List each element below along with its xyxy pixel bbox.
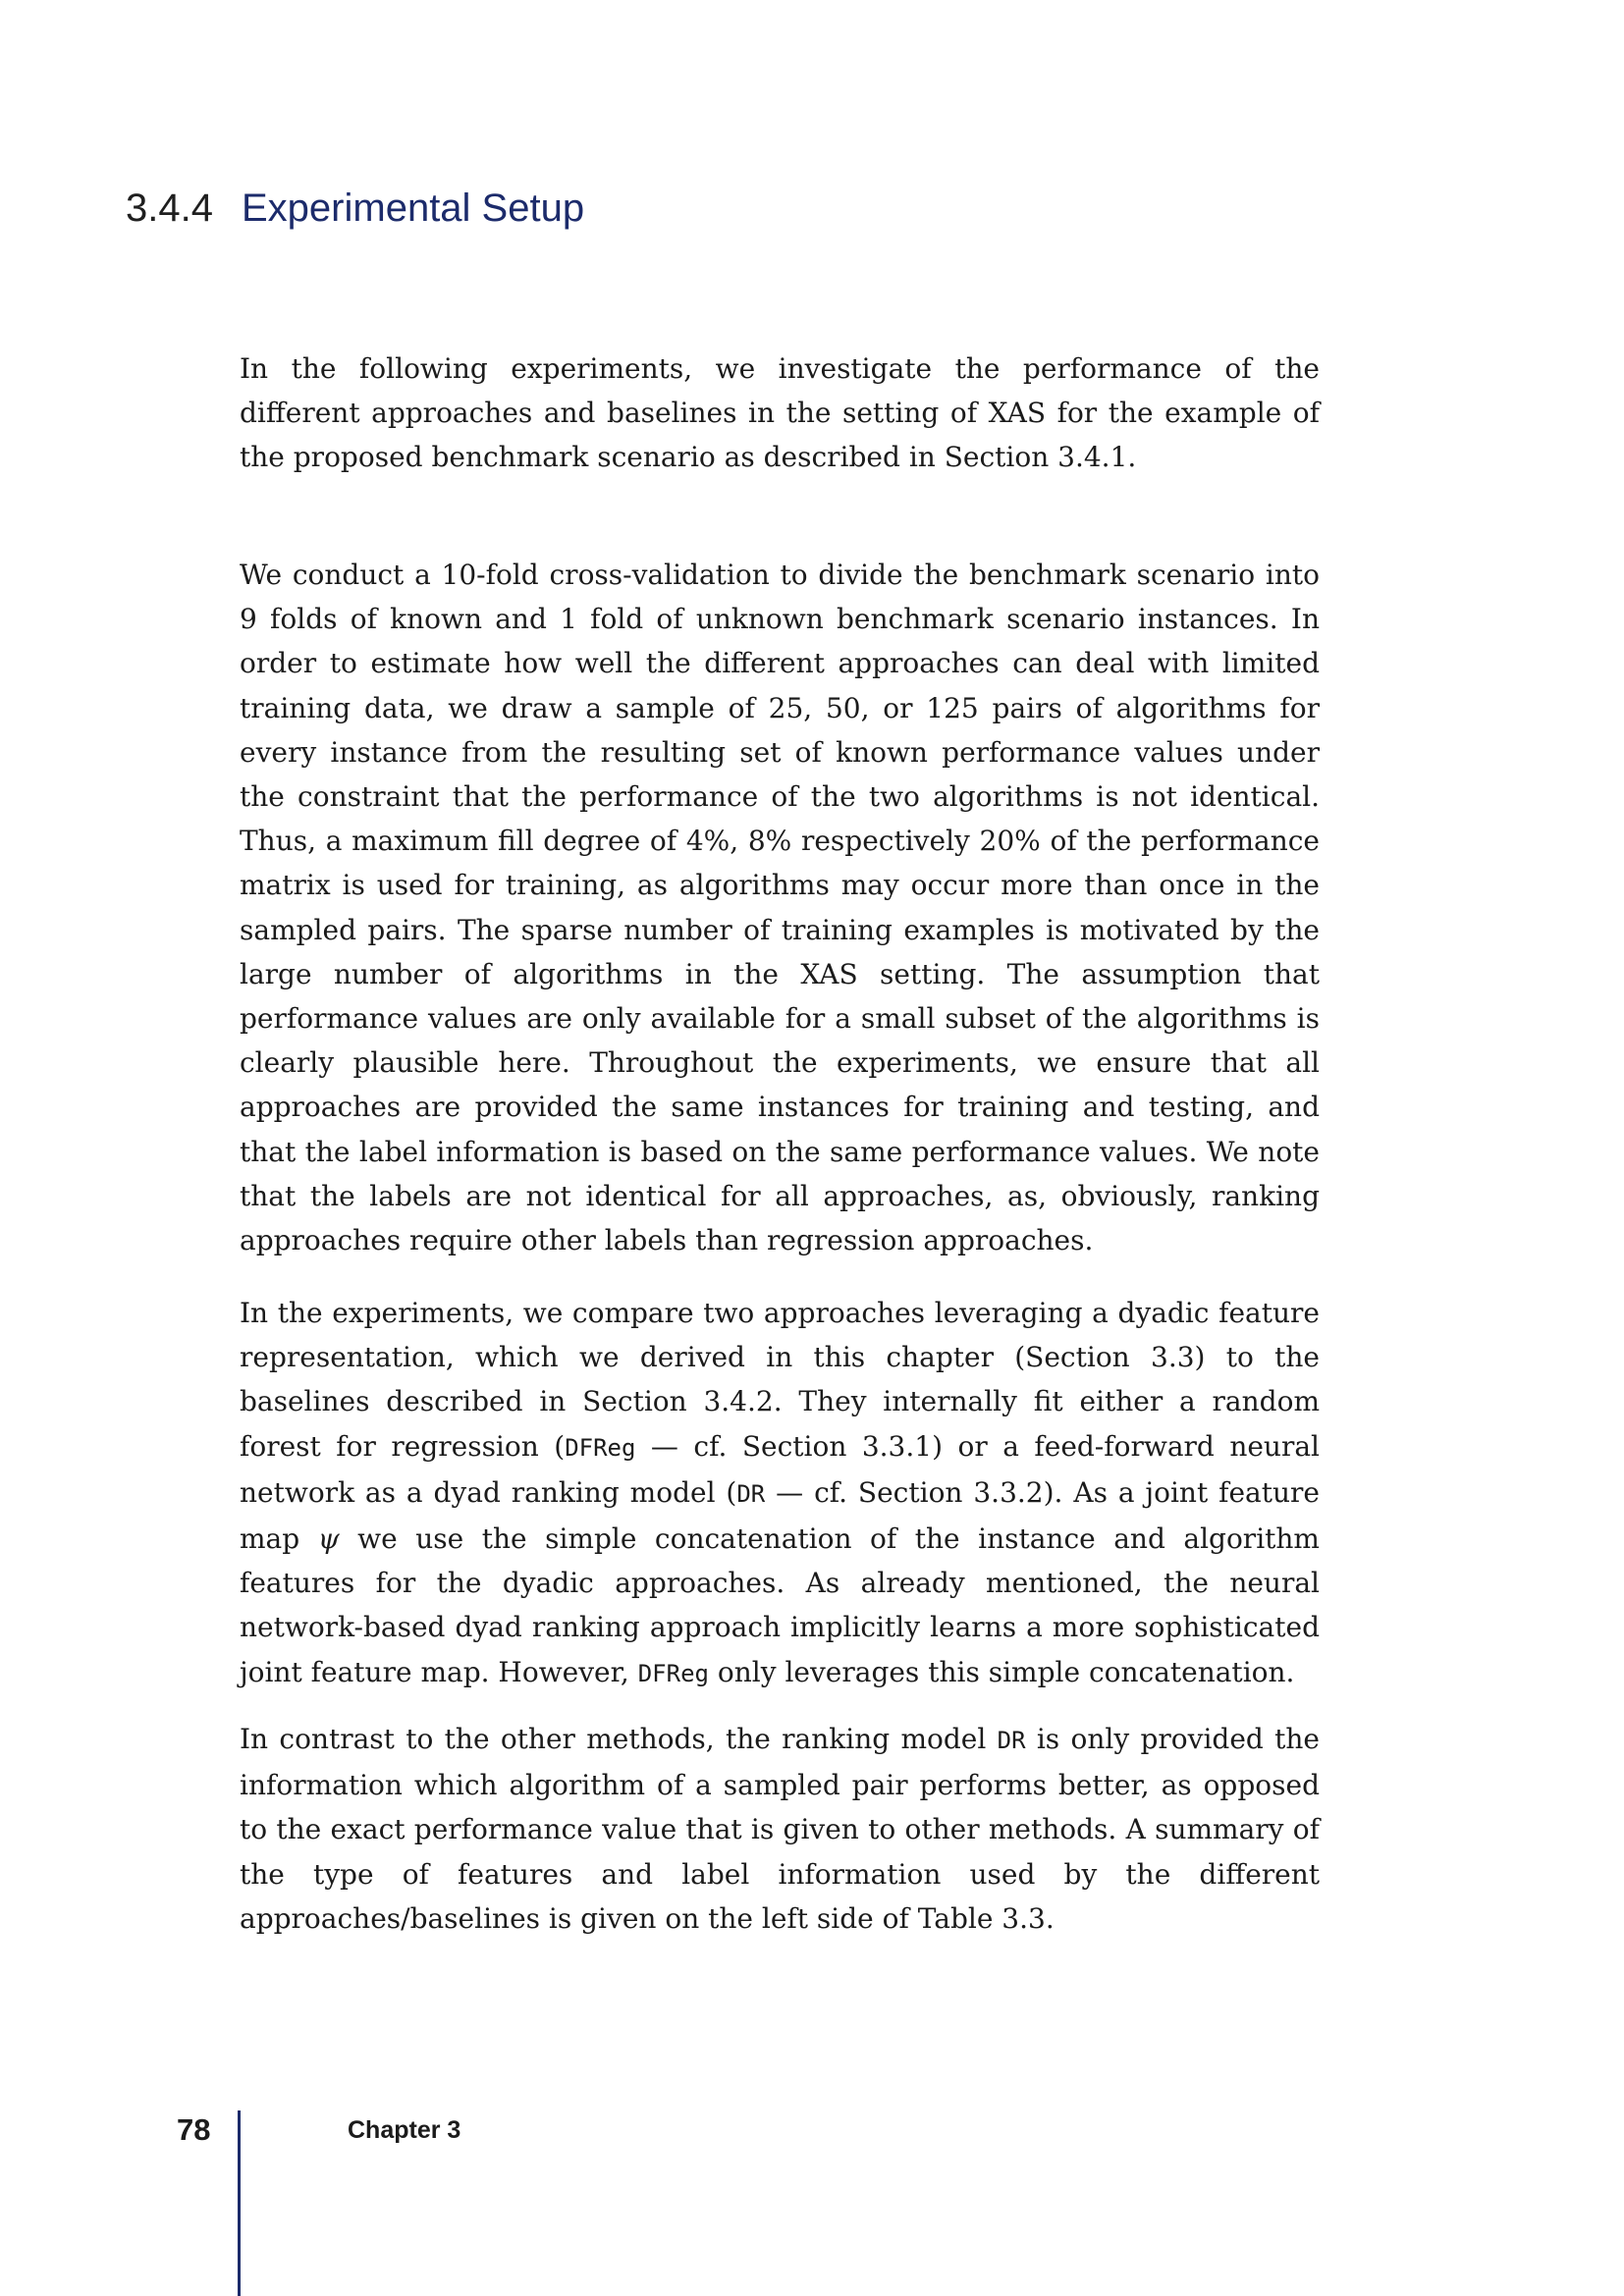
paragraph-dyadic-approaches [240, 1291, 1320, 1696]
paragraph-intro [240, 347, 1320, 480]
psi-symbol: ψ [317, 1522, 340, 1556]
paragraph-intro-text: In the following experiments, we investigate the performance of the different approaches and baselines in the setting of XAS for the example of the proposed benchmark scenario as described in Section 3.4.1. [240, 352, 1320, 474]
text-run: In the experiments, we compare two approaches leveraging a dyadic feature representation, which we derived in this chapter (Section 3.3) to the baselines described in Section 3.4.2. They internally fit either a random forest for regression ( [240, 1297, 1320, 1463]
paragraph-cross-validation-text: We conduct a 10-fold cross-validation to divide the benchmark scenario into 9 folds of known and 1 fold of unknown benchmark scenario instances. In order to estimate how well the different approaches can deal with limited training data, we draw a sample of 25, 50, or 125 pairs of algorithms for every instance from the resulting set of known performance values under the constraint that the performance of the two algorithms is not identical. Thus, a maximum fill degree of 4%, 8% respectively 20% of the performance matrix is used for training, as algorithms may occur more than once in the sampled pairs. The sparse number of training examples is motivated by the large number of algorithms in the XAS setting. The assumption that performance values are only available for a small subset of the algorithms is clearly plausible here. Throughout the experiments, we ensure that all approaches are provided the same instances for training and testing, and that the label information is based on the same performance values. We note that the labels are not identical for all approaches, as, obviously, ranking approaches require other labels than regression approaches. [240, 559, 1320, 1257]
text-run: is only provided the information which algorithm of a sampled pair performs better, as opposed to the exact performance value that is given to other methods. A summary of the type of features and label information used by the different approaches/baselines is given on the left side of Table 3.3. [240, 1723, 1320, 1935]
code-dr: DR [997, 1727, 1026, 1754]
page-number: 78 [177, 2112, 211, 2147]
text-run: In contrast to the other methods, the ranking model [240, 1723, 998, 1755]
code-dr: DR [736, 1479, 766, 1508]
section-heading [126, 181, 584, 236]
code-dfreg: DFReg [637, 1659, 709, 1687]
chapter-label: Chapter 3 [348, 2116, 461, 2144]
paragraph-ranking-model [240, 1717, 1320, 1941]
paragraph-ranking-model-text [240, 1717, 1320, 1941]
section-title: Experimental Setup [242, 187, 585, 230]
code-dfreg: DFReg [565, 1433, 636, 1462]
paragraph-cross-validation [240, 553, 1320, 1262]
section-number: 3.4.4 [126, 187, 213, 230]
text-run: only leverages this simple concatenation. [708, 1655, 1295, 1688]
text-run: we use the simple concatenation of the instance and algorithm features for the dyadic approaches. As already mentioned, the neural network-based dyad ranking approach implicitly learns a more sophisticated joint feature map. However, [240, 1522, 1320, 1688]
paragraph-dyadic-approaches-text [240, 1291, 1320, 1696]
text-run: — cf. Section 3.3.2). As a joint feature map [240, 1475, 1320, 1556]
footer-divider [238, 2110, 241, 2296]
text-run: — cf. Section 3.3.1) or a feed-forward neural network as a dyad ranking model ( [240, 1429, 1320, 1509]
